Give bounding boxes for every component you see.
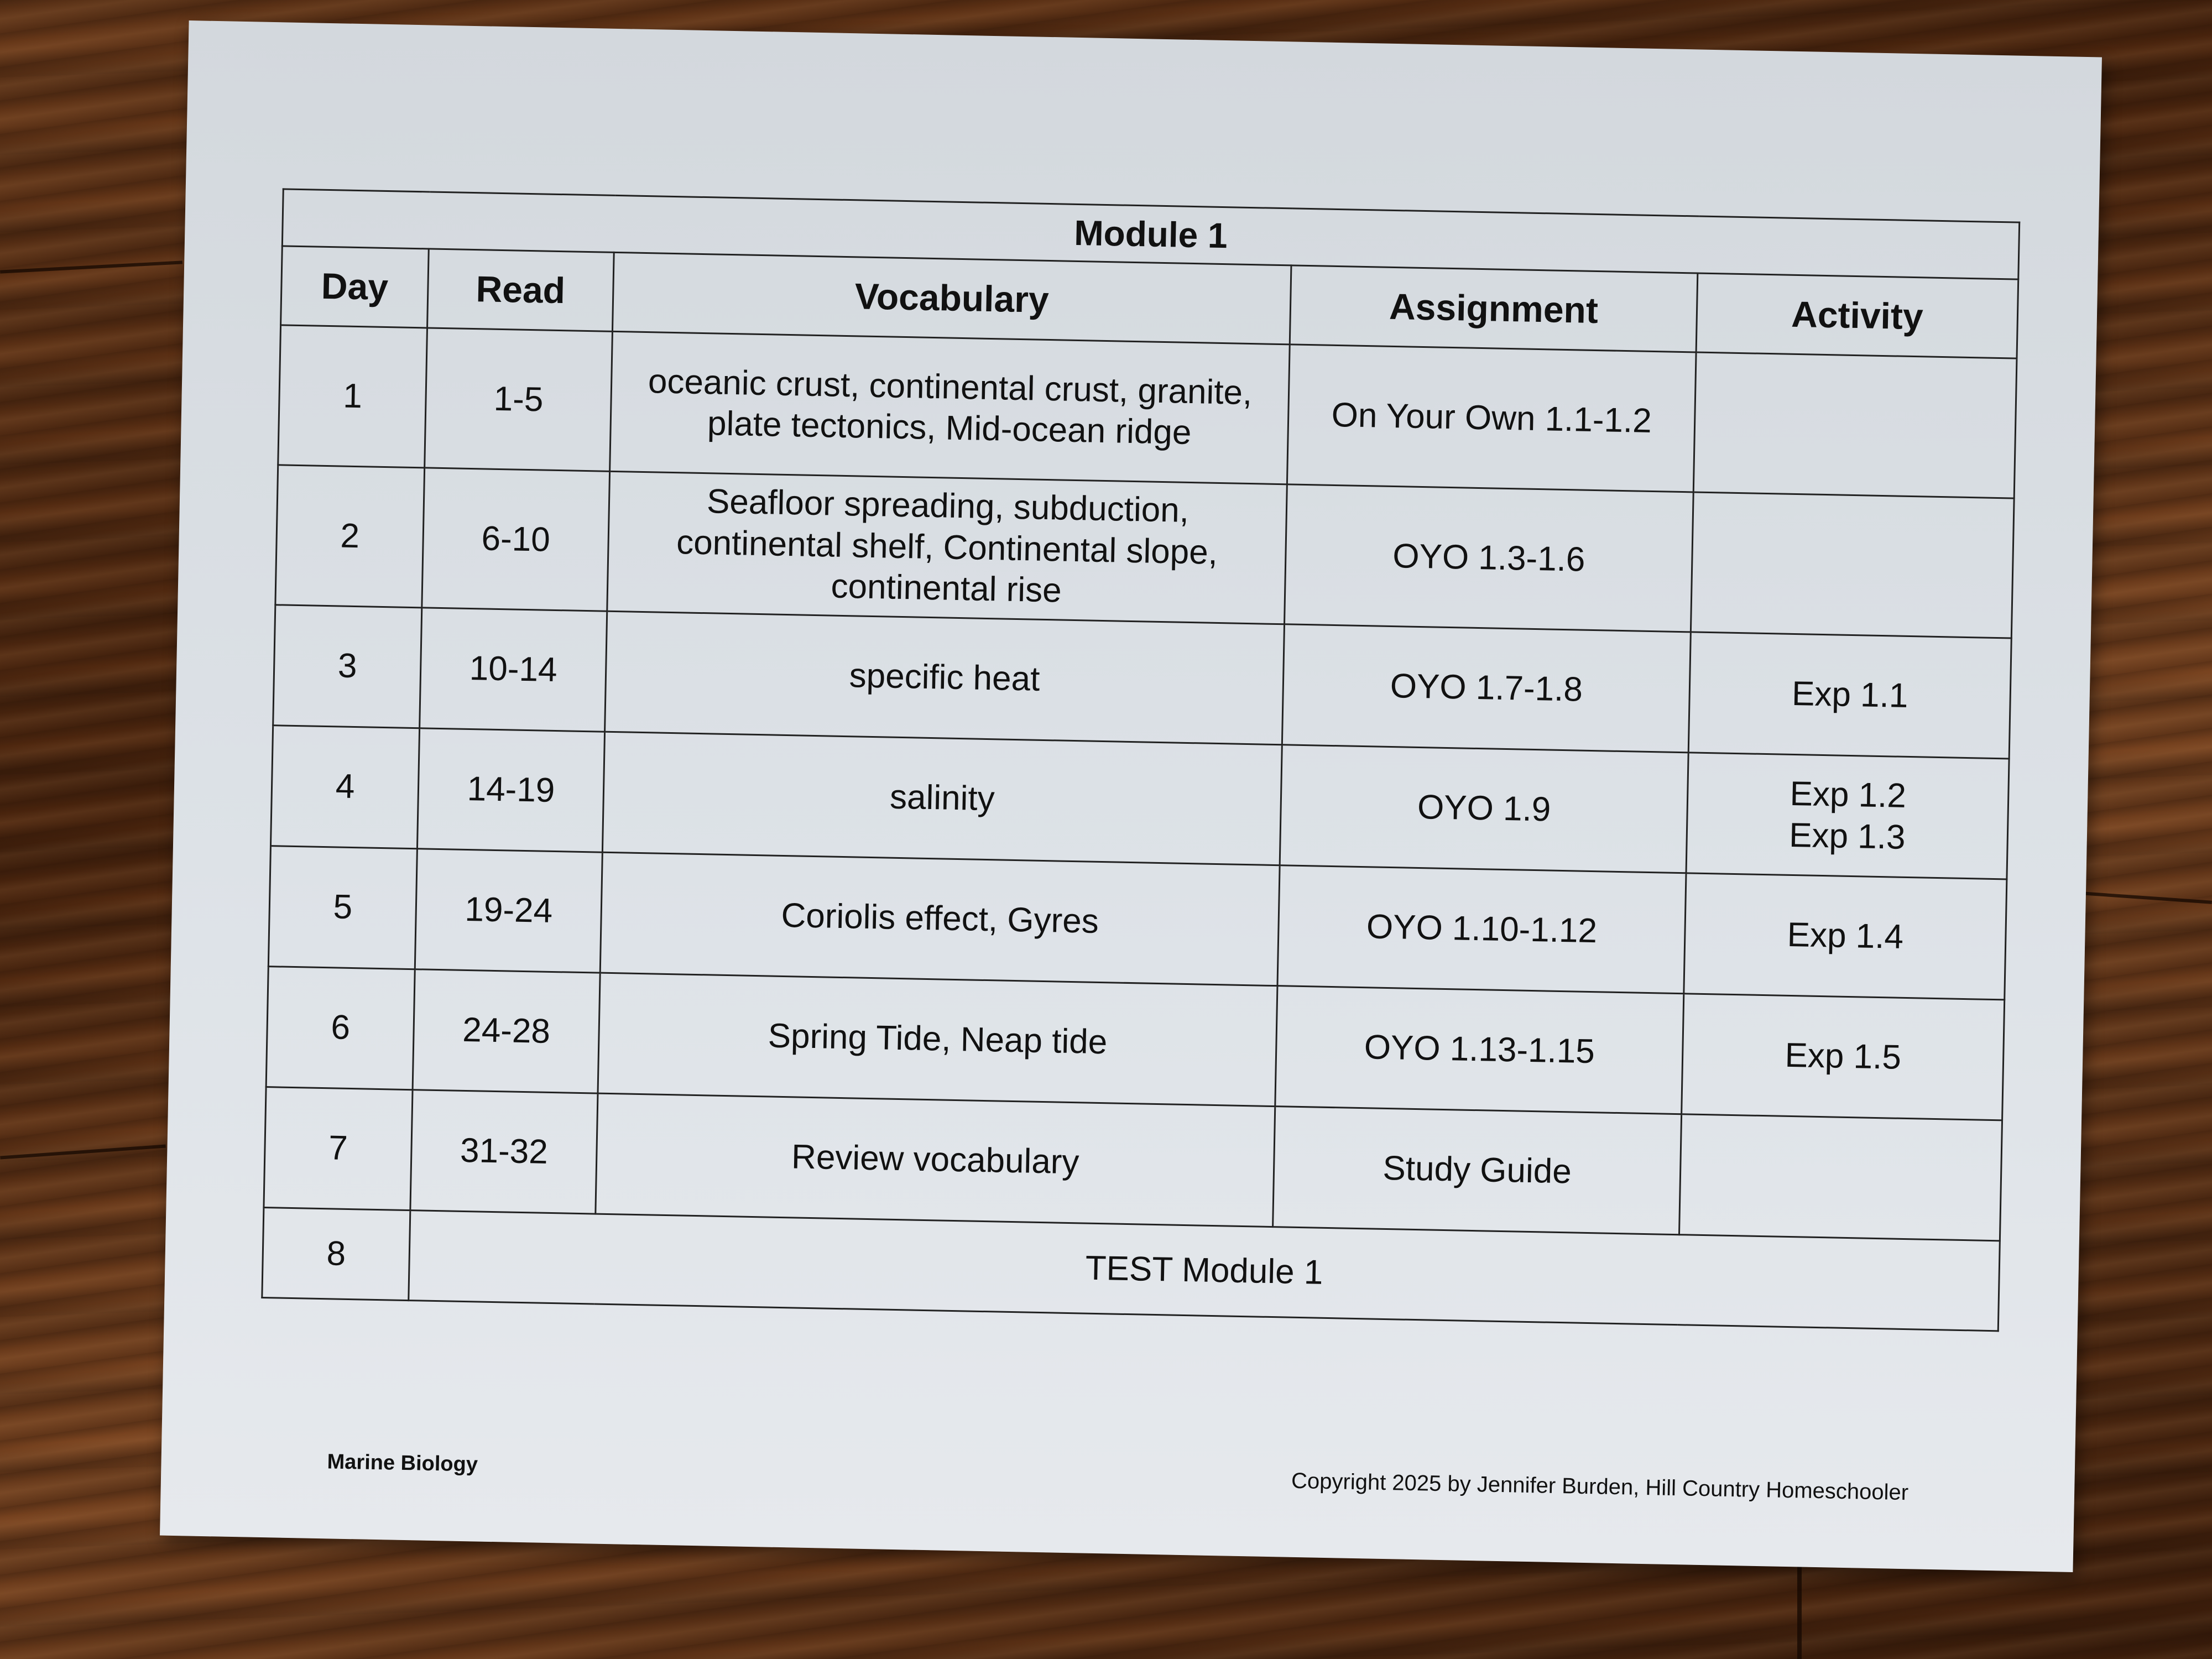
assignment-cell: OYO 1.13-1.15 xyxy=(1275,986,1684,1114)
read-cell: 10-14 xyxy=(420,608,607,732)
day-cell: 3 xyxy=(273,605,422,728)
read-cell: 6-10 xyxy=(422,468,610,611)
activity-cell xyxy=(1691,492,2014,638)
day-cell: 2 xyxy=(275,465,425,608)
vocabulary-cell: Coriolis effect, Gyres xyxy=(600,852,1280,985)
activity-cell xyxy=(1693,352,2017,498)
vocabulary-cell: Review vocabulary xyxy=(596,1093,1275,1227)
floor-seam xyxy=(0,260,182,273)
column-header-vocabulary: Vocabulary xyxy=(612,252,1291,344)
assignment-cell: OYO 1.7-1.8 xyxy=(1282,624,1691,753)
activity-cell xyxy=(1679,1114,2002,1241)
column-header-assignment: Assignment xyxy=(1290,265,1698,352)
column-header-activity: Activity xyxy=(1696,273,2018,358)
vocabulary-cell: salinity xyxy=(602,732,1282,865)
activity-cell: Exp 1.5 xyxy=(1682,994,2005,1120)
read-cell: 31-32 xyxy=(410,1090,598,1214)
floor-seam xyxy=(1797,1559,1802,1659)
day-cell: 8 xyxy=(262,1208,410,1301)
day-cell: 1 xyxy=(278,325,427,468)
read-cell: 19-24 xyxy=(415,849,602,973)
floor-seam xyxy=(0,1145,166,1160)
assignment-cell: OYO 1.10-1.12 xyxy=(1277,865,1686,994)
vocabulary-cell: Seafloor spreading, subduction, continental shelf, Continental slope, continental rise xyxy=(607,471,1287,624)
read-cell: 24-28 xyxy=(413,969,600,1093)
floor-seam xyxy=(2074,891,2212,904)
activity-cell: Exp 1.1 xyxy=(1688,632,2011,759)
day-cell: 5 xyxy=(268,846,417,969)
day-cell: 6 xyxy=(266,967,415,1090)
module-title: Module 1 xyxy=(282,189,2019,279)
vocabulary-cell: Spring Tide, Neap tide xyxy=(598,973,1277,1106)
column-header-day: Day xyxy=(281,246,429,328)
schedule-table xyxy=(261,188,2020,1332)
footer-course-name: Marine Biology xyxy=(327,1450,478,1477)
test-cell: TEST Module 1 xyxy=(409,1211,2000,1331)
day-cell: 4 xyxy=(270,726,419,849)
day-cell: 7 xyxy=(264,1087,413,1211)
assignment-cell: OYO 1.9 xyxy=(1280,745,1688,873)
activity-cell: Exp 1.4 xyxy=(1684,873,2007,1000)
assignment-cell: OYO 1.3-1.6 xyxy=(1285,484,1694,632)
paper-sheet xyxy=(160,20,2102,1572)
read-cell: 14-19 xyxy=(417,728,604,852)
vocabulary-cell: specific heat xyxy=(605,611,1285,744)
activity-cell: Exp 1.2 Exp 1.3 xyxy=(1686,753,2009,879)
footer-copyright: Copyright 2025 by Jennifer Burden, Hill Country Homeschooler xyxy=(1291,1468,1909,1505)
read-cell: 1-5 xyxy=(425,328,613,471)
column-header-read: Read xyxy=(427,249,614,331)
vocabulary-cell: oceanic crust, continental crust, granite, plate tectonics, Mid-ocean ridge xyxy=(610,331,1290,484)
assignment-cell: On Your Own 1.1-1.2 xyxy=(1287,345,1696,492)
assignment-cell: Study Guide xyxy=(1273,1107,1682,1235)
